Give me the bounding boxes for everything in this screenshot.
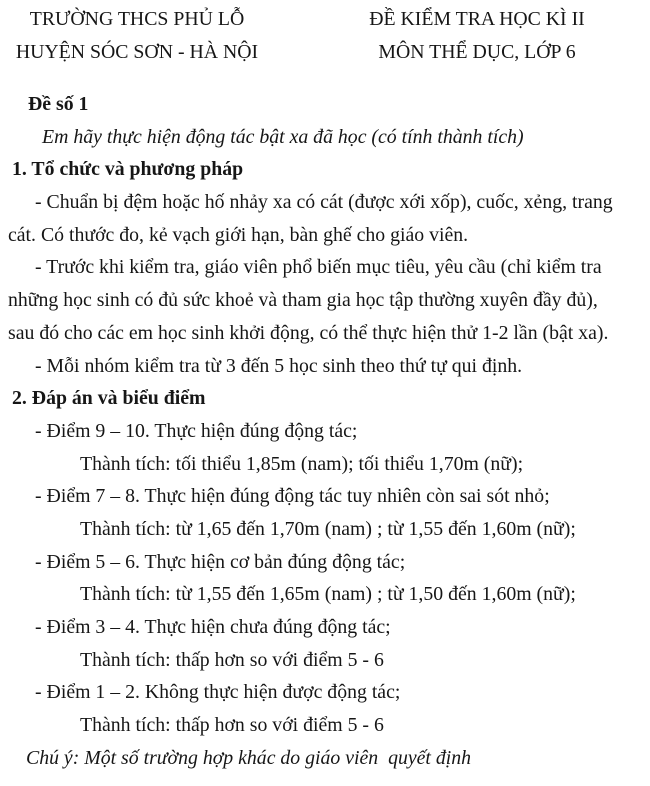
score-9-10: - Điểm 9 – 10. Thực hiện đúng động tác; [35, 419, 358, 442]
score-7-8: - Điểm 7 – 8. Thực hiện đúng động tác tuy nhiên còn sai sót nhỏ; [35, 485, 550, 508]
score-5-6: - Điểm 5 – 6. Thực hiện cơ bản đúng động tác; [35, 550, 406, 573]
exam-subject: MÔN THỂ DỤC, LỚP 6 [378, 40, 576, 63]
heading-de-so-1: Đề số 1 [28, 93, 89, 115]
school-district: HUYỆN SÓC SƠN - HÀ NỘI [15, 40, 259, 63]
result-3-4: Thành tích: thấp hơn so với điểm 5 - 6 [80, 648, 384, 671]
para-line-before-test-1: - Trước khi kiểm tra, giáo viên phổ biến mục tiêu, yêu cầu (chỉ kiểm tra [35, 256, 602, 279]
document-body [0, 88, 650, 774]
para-line-before-test-2: những học sinh có đủ sức khoẻ và tham gia học tập thường xuyên đầy đủ), [8, 289, 598, 312]
para-line-prepare-1: - Chuẩn bị đệm hoặc hố nhảy xa có cát (được xới xốp), cuốc, xẻng, trang [35, 191, 613, 214]
task-description: Em hãy thực hiện động tác bật xa đã học (có tính thành tích) [42, 125, 524, 148]
result-9-10: Thành tích: tối thiểu 1,85m (nam); tối thiểu 1,70m (nữ); [80, 452, 524, 475]
school-name: TRƯỜNG THCS PHỦ LỖ [29, 8, 245, 30]
para-line-prepare-2: cát. Có thước đo, kẻ vạch giới hạn, bàn ghế cho giáo viên. [8, 223, 469, 246]
header-school-block [12, 3, 262, 68]
result-5-6: Thành tích: từ 1,55 đến 1,65m (nam) ; từ 1,50 đến 1,60m (nữ); [80, 583, 576, 606]
result-1-2: Thành tích: thấp hơn so với điểm 5 - 6 [80, 714, 384, 737]
section-2-heading: 2. Đáp án và biểu điểm [12, 387, 206, 410]
header-exam-block [338, 3, 616, 68]
section-1-heading: 1. Tổ chức và phương pháp [12, 158, 244, 181]
score-3-4: - Điểm 3 – 4. Thực hiện chưa đúng động tác; [35, 616, 391, 638]
result-7-8: Thành tích: từ 1,65 đến 1,70m (nam) ; từ 1,55 đến 1,60m (nữ); [80, 517, 576, 540]
para-line-before-test-3: sau đó cho các em học sinh khởi động, có thể thực hiện thử 1-2 lần (bật xa). [8, 321, 609, 344]
exam-title: ĐỀ KIỂM TRA HỌC KÌ II [369, 8, 585, 30]
note-chu-y: Chú ý: Một số trường hợp khác do giáo viên quyết định [26, 746, 472, 769]
para-line-group: - Mỗi nhóm kiểm tra từ 3 đến 5 học sinh theo thứ tự qui định. [35, 354, 523, 377]
score-1-2: - Điểm 1 – 2. Không thực hiện được động tác; [35, 681, 401, 704]
